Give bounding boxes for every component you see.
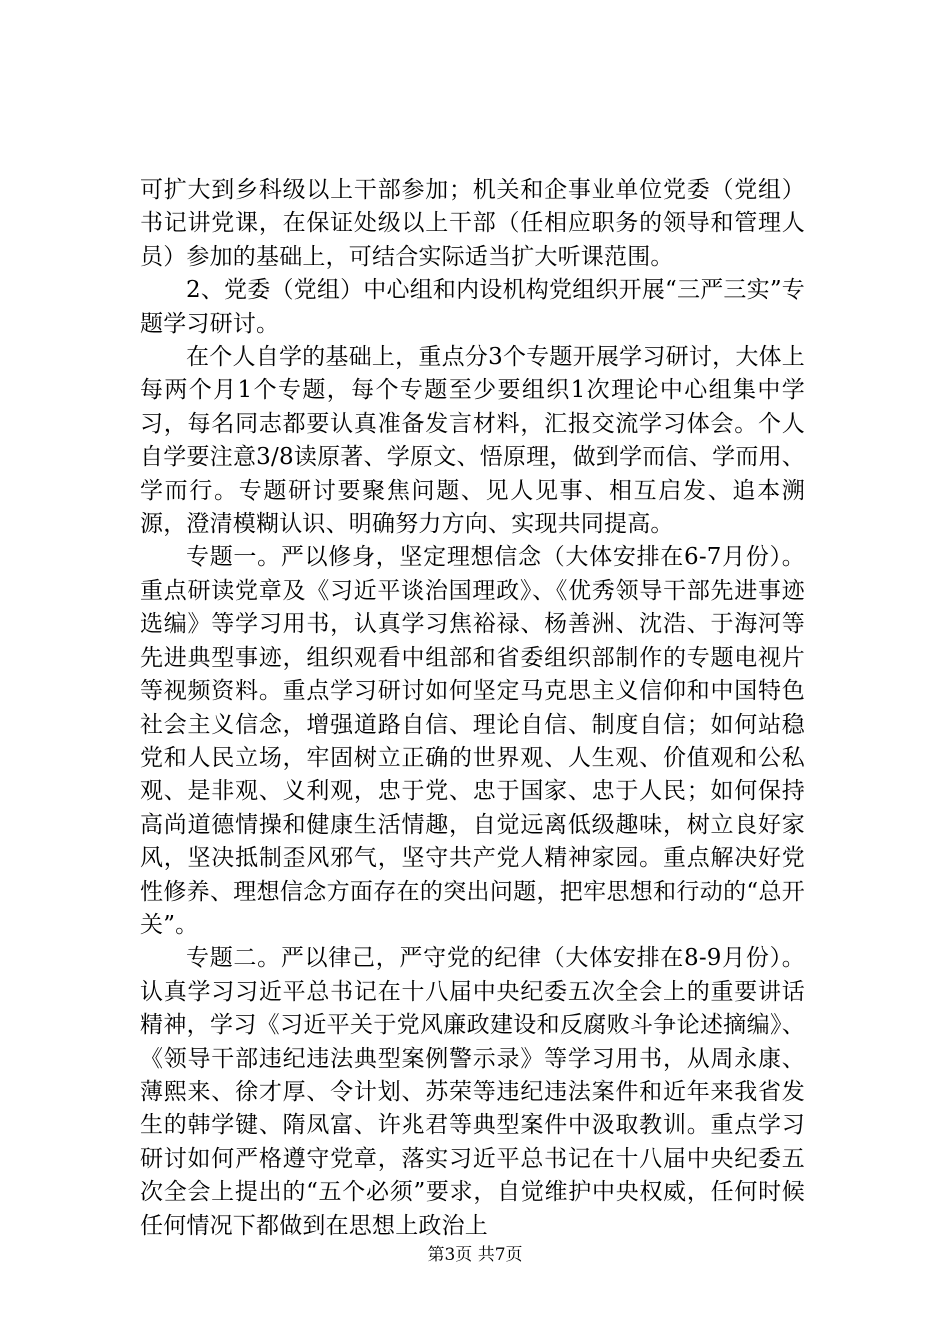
paragraph-1: 可扩大到乡科级以上干部参加；机关和企事业单位党委（党组）书记讲党课，在保证处级以上干部（任相应职务的领导和管理人员）参加的基础上，可结合实际适当扩大听课范围。 bbox=[140, 177, 805, 270]
paragraph-2: 2、党委（党组）中心组和内设机构党组织开展“三严三实”专题学习研讨。 bbox=[140, 277, 805, 337]
paragraph-5: 专题二。严以律己，严守党的纪律（大体安排在8-9月份）。认真学习习近平总书记在十八届中央纪委五次全会上的重要讲话精神，学习《习近平关于党风廉政建设和反腐败斗争论述摘编》、《领导干部违纪违法典型案例警示录》等学习用书，从周永康、薄熙来、徐才厚、令计划、苏荣等违纪违法案件和近年来我省发生的韩学键、隋凤富、许兆君等典型案件中汲取教训。重点学习研讨如何严格遵守党章，落实习近平总书记在十八届中央纪委五次全会上提出的“五个必须”要求，自觉维护中央权威，任何时候任何情况下都做到在思想上政治上 bbox=[140, 945, 805, 1239]
paragraph-3: 在个人自学的基础上，重点分3个专题开展学习研讨，大体上每两个月1个专题，每个专题至少要组织1次理论中心组集中学习，每名同志都要认真准备发言材料，汇报交流学习体会。个人自学要注意3/8读原著、学原文、悟原理，做到学而信、学而用、学而行。专题研讨要聚焦问题、见人见事、相互启发、追本溯源，澄清模糊认识、明确努力方向、实现共同提高。 bbox=[140, 344, 805, 538]
paragraph-4: 专题一。严以修身，坚定理想信念（大体安排在6-7月份）。重点研读党章及《习近平谈治国理政》、《优秀领导干部先进事迹选编》等学习用书，认真学习焦裕禄、杨善洲、沈浩、于海河等先进典型事迹，组织观看中组部和省委组织部制作的专题电视片等视频资料。重点学习研讨如何坚定马克思主义信仰和中国特色社会主义信念，增强道路自信、理论自信、制度自信；如何站稳党和人民立场，牢固树立正确的世界观、人生观、价值观和公私观、是非观、义利观，忠于党、忠于国家、忠于人民；如何保持高尚道德情操和健康生活情趣，自觉远离低级趣味，树立良好家风，坚决抵制歪风邪气，坚守共产党人精神家园。重点解决好党性修养、理想信念方面存在的突出问题，把牢思想和行动的“总开关”。 bbox=[140, 544, 805, 938]
page-number-footer: 第3页 共7页 bbox=[427, 1245, 523, 1265]
body-text bbox=[140, 174, 805, 1243]
